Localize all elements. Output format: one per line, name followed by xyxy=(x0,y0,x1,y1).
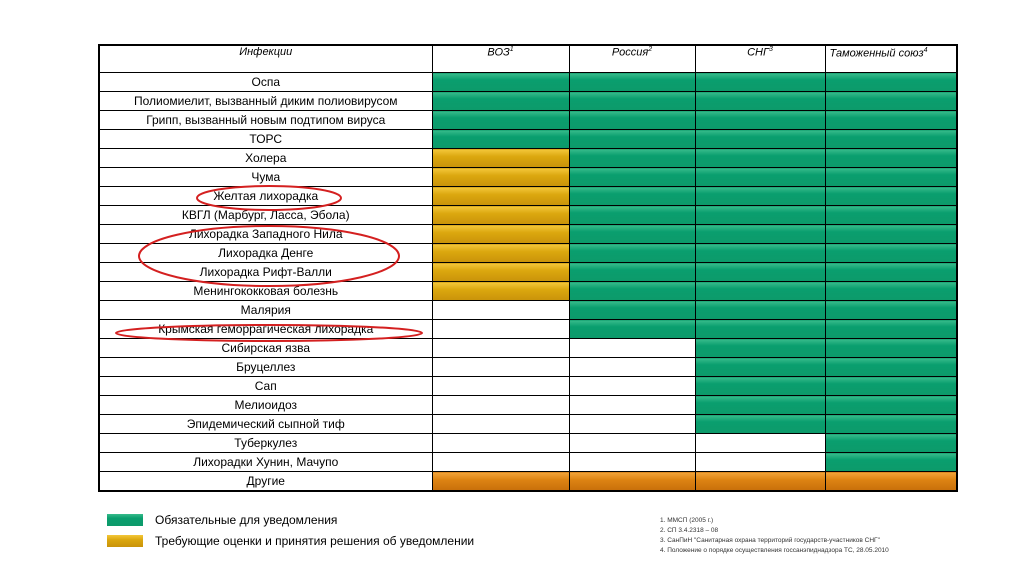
status-cell-customs-union xyxy=(825,92,957,111)
status-cell-russia xyxy=(569,453,695,472)
status-cell-russia xyxy=(569,301,695,320)
status-cell-russia xyxy=(569,111,695,130)
status-cell-who xyxy=(432,301,569,320)
infection-name: Чума xyxy=(99,168,432,187)
status-cell-customs-union xyxy=(825,168,957,187)
header-cis: СНГ$^3$ xyxy=(695,45,825,73)
table-row xyxy=(99,415,957,434)
status-cell-russia xyxy=(569,396,695,415)
infection-name: Бруцеллез xyxy=(99,358,432,377)
status-cell-customs-union xyxy=(825,472,957,492)
status-cell-customs-union xyxy=(825,358,957,377)
status-cell-cis xyxy=(695,92,825,111)
table-row xyxy=(99,263,957,282)
table-row xyxy=(99,339,957,358)
status-cell-russia xyxy=(569,92,695,111)
infection-name: Туберкулез xyxy=(99,434,432,453)
status-cell-who xyxy=(432,263,569,282)
status-cell-cis xyxy=(695,282,825,301)
footnote-2: 2. СП 3.4.2318 – 08 xyxy=(660,527,719,534)
table-row xyxy=(99,111,957,130)
status-cell-russia xyxy=(569,377,695,396)
status-cell-who xyxy=(432,282,569,301)
status-cell-who xyxy=(432,396,569,415)
infection-name: Лихорадка Западного Нила xyxy=(99,225,432,244)
infection-name: ТОРС xyxy=(99,130,432,149)
header-infections: Инфекции xyxy=(99,45,432,73)
status-cell-who xyxy=(432,358,569,377)
status-cell-who xyxy=(432,415,569,434)
infection-name: Менингококковая болезнь xyxy=(99,282,432,301)
header-who: ВОЗ$^1$ xyxy=(432,45,569,73)
status-cell-russia xyxy=(569,472,695,492)
table-row xyxy=(99,358,957,377)
status-cell-cis xyxy=(695,339,825,358)
status-cell-russia xyxy=(569,206,695,225)
infection-name: КВГЛ (Марбург, Ласса, Эбола) xyxy=(99,206,432,225)
status-cell-who xyxy=(432,130,569,149)
infection-name: Холера xyxy=(99,149,432,168)
table-row xyxy=(99,73,957,92)
status-cell-who xyxy=(432,377,569,396)
table-row xyxy=(99,320,957,339)
status-cell-customs-union xyxy=(825,206,957,225)
legend-swatch-yellow xyxy=(107,535,143,547)
table-row xyxy=(99,301,957,320)
table-row xyxy=(99,472,957,492)
legend-swatch-green xyxy=(107,514,143,526)
status-cell-customs-union xyxy=(825,453,957,472)
infection-name: Сибирская язва xyxy=(99,339,432,358)
table-row xyxy=(99,434,957,453)
table-row xyxy=(99,92,957,111)
status-cell-russia xyxy=(569,149,695,168)
status-cell-customs-union xyxy=(825,396,957,415)
table-row xyxy=(99,130,957,149)
legend-mandatory-label: Обязательные для уведомления xyxy=(155,513,338,527)
status-cell-customs-union xyxy=(825,282,957,301)
status-cell-customs-union xyxy=(825,339,957,358)
status-cell-cis xyxy=(695,130,825,149)
infection-name: Желтая лихорадка xyxy=(99,187,432,206)
status-cell-customs-union xyxy=(825,187,957,206)
table-header-row xyxy=(99,45,957,73)
status-cell-cis xyxy=(695,225,825,244)
infection-name: Сап xyxy=(99,377,432,396)
header-customs-union: Таможенный союз$^4$ xyxy=(825,45,957,73)
status-cell-who xyxy=(432,187,569,206)
status-cell-who xyxy=(432,111,569,130)
status-cell-cis xyxy=(695,358,825,377)
status-cell-customs-union xyxy=(825,111,957,130)
status-cell-customs-union xyxy=(825,225,957,244)
status-cell-cis xyxy=(695,472,825,492)
legend-mandatory xyxy=(107,512,337,528)
status-cell-who xyxy=(432,472,569,492)
status-cell-customs-union xyxy=(825,377,957,396)
status-cell-customs-union xyxy=(825,130,957,149)
legend-assessment xyxy=(107,533,474,549)
table-body xyxy=(99,73,957,492)
status-cell-who xyxy=(432,244,569,263)
status-cell-who xyxy=(432,73,569,92)
status-cell-cis xyxy=(695,111,825,130)
status-cell-cis xyxy=(695,168,825,187)
table-row xyxy=(99,453,957,472)
status-cell-russia xyxy=(569,130,695,149)
header-russia: Россия$^2$ xyxy=(569,45,695,73)
infection-notification-table xyxy=(98,44,958,492)
footnote-3: 3. СанПиН "Санитарная охрана территорий государств-участников СНГ" xyxy=(660,537,880,544)
status-cell-cis xyxy=(695,73,825,92)
status-cell-who xyxy=(432,453,569,472)
status-cell-cis xyxy=(695,187,825,206)
status-cell-russia xyxy=(569,339,695,358)
status-cell-russia xyxy=(569,358,695,377)
status-cell-who xyxy=(432,168,569,187)
infection-name: Другие xyxy=(99,472,432,492)
table-row xyxy=(99,187,957,206)
status-cell-russia xyxy=(569,415,695,434)
status-cell-who xyxy=(432,206,569,225)
status-cell-cis xyxy=(695,396,825,415)
footnotes xyxy=(660,516,889,556)
status-cell-russia xyxy=(569,244,695,263)
table-row xyxy=(99,244,957,263)
status-cell-cis xyxy=(695,263,825,282)
infection-name: Мелиоидоз xyxy=(99,396,432,415)
status-cell-customs-union xyxy=(825,415,957,434)
infection-name: Лихорадки Хунин, Мачупо xyxy=(99,453,432,472)
status-cell-cis xyxy=(695,206,825,225)
status-cell-customs-union xyxy=(825,434,957,453)
table-row xyxy=(99,282,957,301)
table-row xyxy=(99,168,957,187)
status-cell-russia xyxy=(569,225,695,244)
table-row xyxy=(99,149,957,168)
status-cell-russia xyxy=(569,187,695,206)
status-cell-cis xyxy=(695,320,825,339)
status-cell-russia xyxy=(569,320,695,339)
infection-name: Грипп, вызванный новым подтипом вируса xyxy=(99,111,432,130)
status-cell-who xyxy=(432,149,569,168)
status-cell-who xyxy=(432,92,569,111)
status-cell-who xyxy=(432,434,569,453)
footnote-4: 4. Положение о порядке осуществления госсанэпиднадзора ТС, 28.05.2010 xyxy=(660,547,889,554)
infection-name: Крымская геморрагическая лихорадка xyxy=(99,320,432,339)
table-row xyxy=(99,377,957,396)
infection-name: Оспа xyxy=(99,73,432,92)
status-cell-customs-union xyxy=(825,73,957,92)
status-cell-who xyxy=(432,225,569,244)
status-cell-cis xyxy=(695,149,825,168)
status-cell-russia xyxy=(569,434,695,453)
status-cell-customs-union xyxy=(825,320,957,339)
infection-name: Полиомиелит, вызванный диким полиовирусом xyxy=(99,92,432,111)
status-cell-russia xyxy=(569,263,695,282)
status-cell-cis xyxy=(695,244,825,263)
status-cell-russia xyxy=(569,73,695,92)
status-cell-customs-union xyxy=(825,301,957,320)
status-cell-cis xyxy=(695,377,825,396)
status-cell-customs-union xyxy=(825,263,957,282)
status-cell-who xyxy=(432,320,569,339)
footnote-1: 1. ММСП (2005 г.) xyxy=(660,517,714,524)
infection-name: Эпидемический сыпной тиф xyxy=(99,415,432,434)
status-cell-cis xyxy=(695,453,825,472)
status-cell-russia xyxy=(569,168,695,187)
status-cell-who xyxy=(432,339,569,358)
status-cell-customs-union xyxy=(825,149,957,168)
table-row xyxy=(99,206,957,225)
table-row xyxy=(99,396,957,415)
status-cell-cis xyxy=(695,434,825,453)
status-cell-cis xyxy=(695,301,825,320)
infection-name: Лихорадка Денге xyxy=(99,244,432,263)
table-row xyxy=(99,225,957,244)
legend-assessment-label: Требующие оценки и принятия решения об уведомлении xyxy=(155,534,475,548)
infection-name: Малярия xyxy=(99,301,432,320)
status-cell-russia xyxy=(569,282,695,301)
status-cell-customs-union xyxy=(825,244,957,263)
status-cell-cis xyxy=(695,415,825,434)
infection-name: Лихорадка Рифт-Валли xyxy=(99,263,432,282)
